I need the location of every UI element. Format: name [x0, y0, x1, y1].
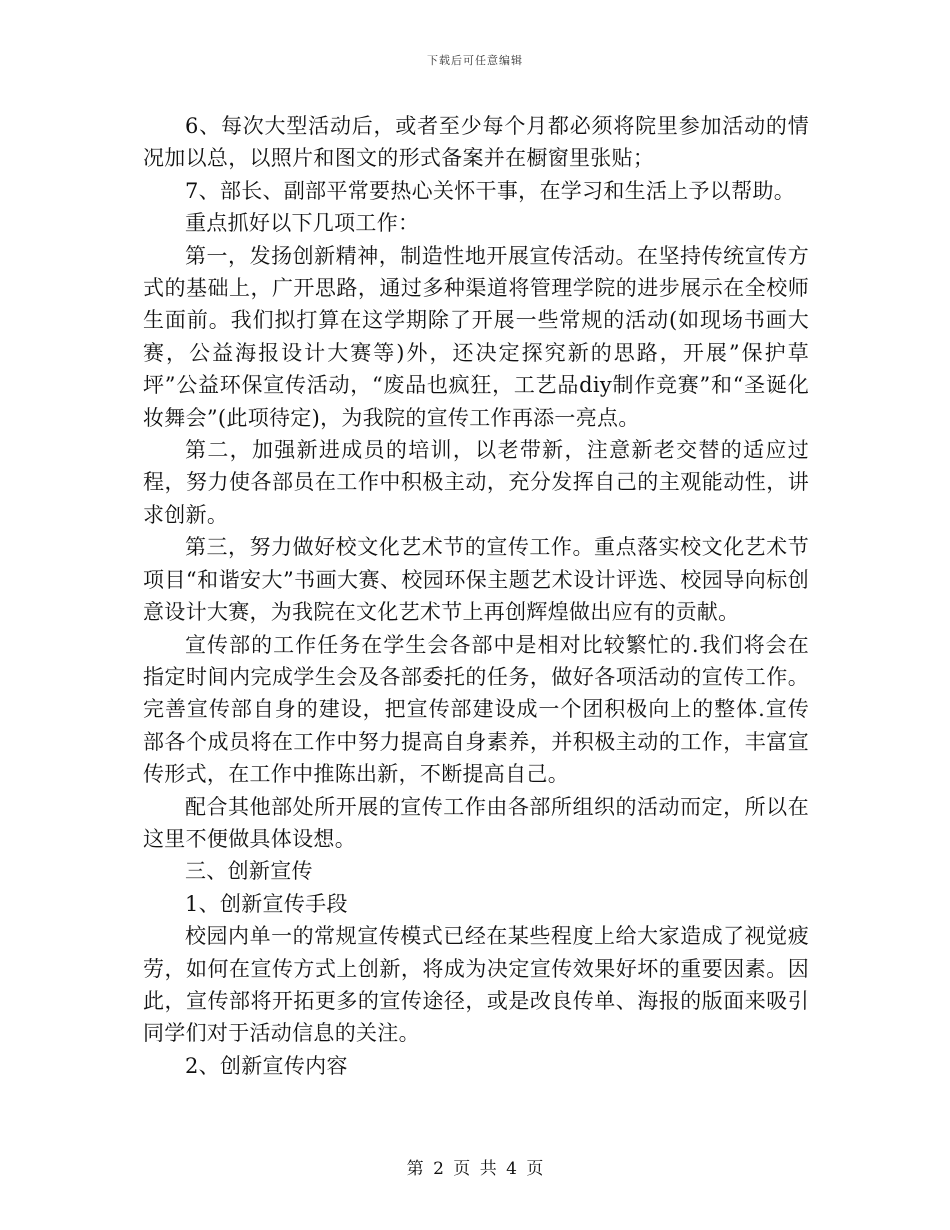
paragraph-department-duties: 宣传部的工作任务在学生会各部中是相对比较繁忙的.我们将会在指定时间内完成学生会及各部委托的任务，做好各项活动的宣传工作。完善宣传部自身的建设，把宣传部建设成一个团积极向上的整体.宣传部各个成员将在工作中努力提高自身素养，并积极主动的工作，丰富宣传形式，在工作中推陈出新，不断提高自己。 — [143, 632, 809, 787]
paragraph-first-task: 第一，发扬创新精神，制造性地开展宣传活动。在坚持传统宣传方式的基础上，广开思路，通过多种渠道将管理学院的进步展示在全校师生面前。我们拟打算在这学期除了开展一些常规的活动(如现场书画大赛，公益海报设计大赛等)外，还决定探究新的思路，开展”保护草坪”公益环保宣传活动，“废品也疯狂，工艺品diy制作竞赛”和“圣诞化妆舞会”(此项待定)，为我院的宣传工作再添一亮点。 — [143, 243, 809, 430]
page-number-footer: 第 2 页 共 4 页 — [406, 1159, 544, 1179]
paragraph-item-7: 7、部长、副部平常要热心关怀干事，在学习和生活上予以帮助。 — [185, 178, 796, 203]
subheading-innovative-content: 2、创新宣传内容 — [185, 1053, 348, 1078]
paragraph-second-task: 第二，加强新进成员的培训，以老带新，注意新老交替的适应过程，努力使各部员在工作中积极主动，充分发挥自己的主观能动性，讲求创新。 — [143, 438, 809, 527]
section-heading-innovation: 三、创新宣传 — [185, 859, 313, 884]
paragraph-cooperation: 配合其他部处所开展的宣传工作由各部所组织的活动而定，所以在这里不便做具体设想。 — [143, 794, 809, 851]
page-header-note: 下载后可任意编辑 — [427, 54, 523, 67]
subheading-innovative-means: 1、创新宣传手段 — [185, 891, 348, 916]
paragraph-innovative-means: 校园内单一的常规宣传模式已经在某些程度上给大家造成了视觉疲劳，如何在宣传方式上创新，将成为决定宣传效果好坏的重要因素。因此，宣传部将开拓更多的宣传途径，或是改良传单、海报的版面来吸引同学们对于活动信息的关注。 — [143, 924, 809, 1046]
paragraph-key-tasks-intro: 重点抓好以下几项工作： — [185, 211, 420, 236]
paragraph-item-6: 6、每次大型活动后，或者至少每个月都必须将院里参加活动的情况加以总，以照片和图文的形式备案并在橱窗里张贴； — [143, 114, 809, 171]
document-body — [143, 110, 809, 1082]
paragraph-third-task: 第三，努力做好校文化艺术节的宣传工作。重点落实校文化艺术节项目“和谐安大”书画大赛、校园环保主题艺术设计评选、校园导向标创意设计大赛，为我院在文化艺术节上再创辉煌做出应有的贡献。 — [143, 535, 809, 625]
